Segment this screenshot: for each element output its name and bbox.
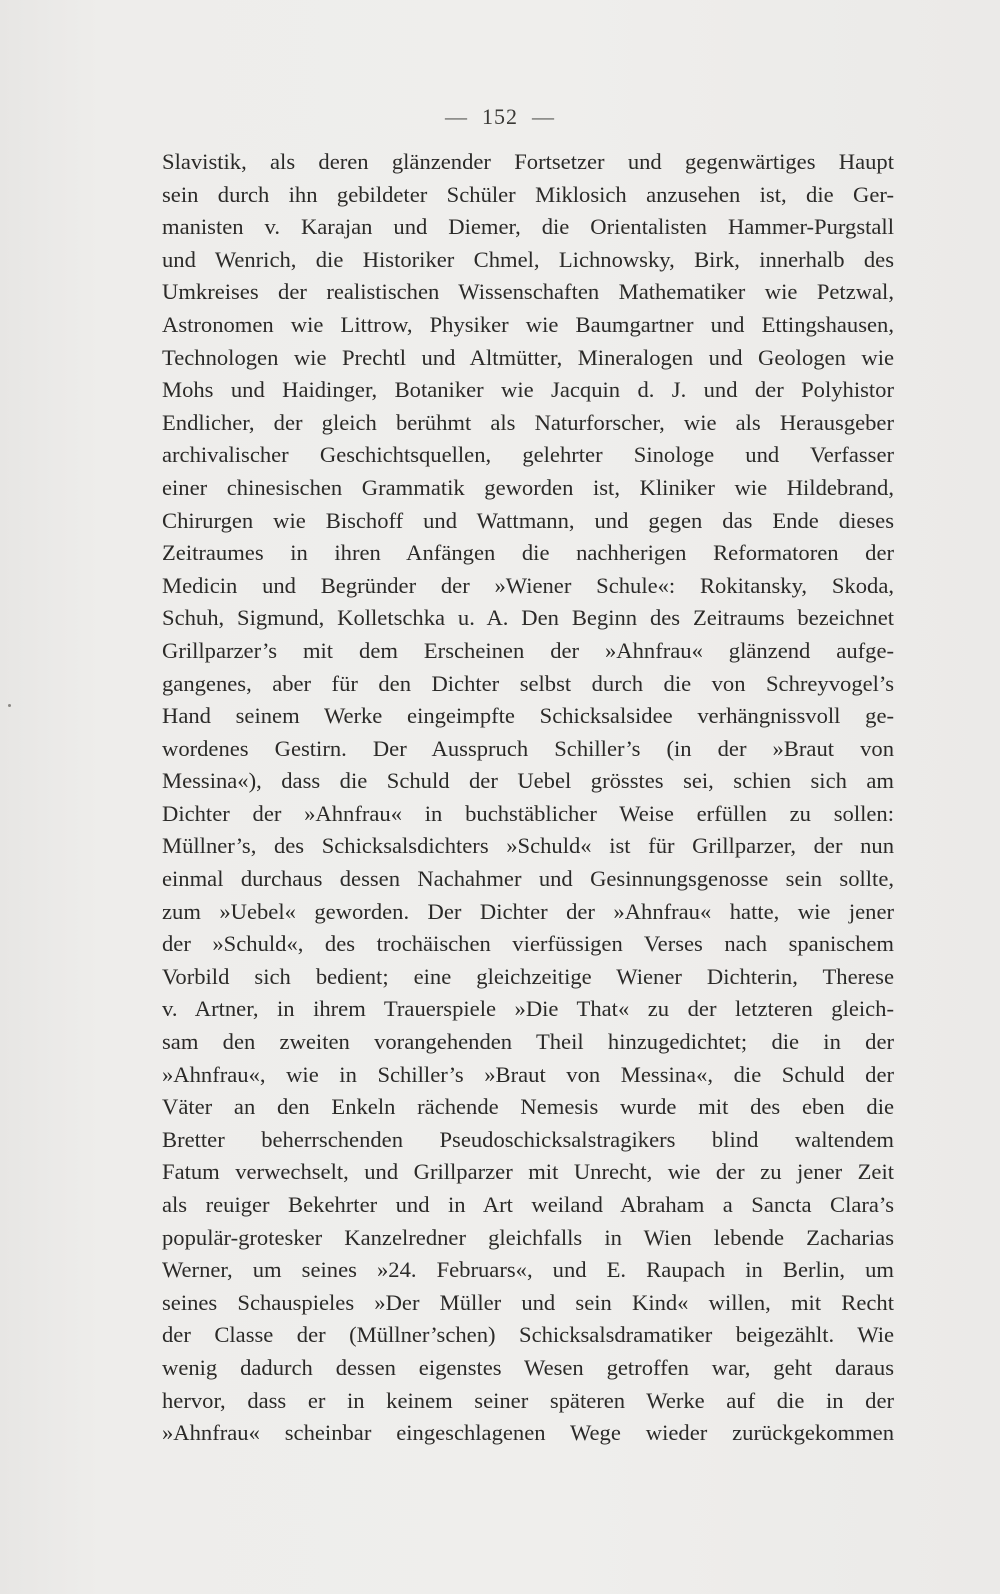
text-line: v. Artner, in ihrem Trauerspiele »Die That« zu der letzteren gleich- bbox=[162, 996, 894, 1022]
text-line: Technologen wie Prechtl und Altmütter, Mineralogen und Geologen wie bbox=[162, 344, 894, 370]
text-line: Umkreises der realistischen Wissenschaften Mathematiker wie Petzwal, bbox=[162, 279, 894, 305]
text-line: Vorbild sich bedient; eine gleichzeitige Wiener Dichterin, Therese bbox=[162, 963, 894, 989]
page-number-value: 152 bbox=[482, 104, 518, 129]
text-line: »Ahnfrau« scheinbar eingeschlagenen Wege wieder zurückgekommen bbox=[162, 1420, 894, 1446]
text-line: einmal durchaus dessen Nachahmer und Gesinnungsgenosse sein sollte, bbox=[162, 866, 894, 892]
text-line: Endlicher, der gleich berühmt als Naturforscher, wie als Herausgeber bbox=[162, 409, 894, 435]
text-line: hervor, dass er in keinem seiner späteren Werke auf die in der bbox=[162, 1387, 894, 1413]
text-line: wenig dadurch dessen eigenstes Wesen getroffen war, geht daraus bbox=[162, 1354, 894, 1380]
text-line: seines Schauspieles »Der Müller und sein Kind« willen, mit Recht bbox=[162, 1289, 894, 1315]
text-line: Hand seinem Werke eingeimpfte Schicksalsidee verhängnissvoll ge- bbox=[162, 703, 894, 729]
text-line: Zeitraumes in ihren Anfängen die nachherigen Reformatoren der bbox=[162, 540, 894, 566]
text-line: als reuiger Bekehrter und in Art weiland Abraham a Sancta Clara’s bbox=[162, 1192, 894, 1217]
text-line: »Ahnfrau«, wie in Schiller’s »Braut von Messina«, die Schuld der bbox=[162, 1061, 894, 1087]
text-line: Mohs und Haidinger, Botaniker wie Jacquin d. J. und der Polyhistor bbox=[162, 377, 894, 403]
text-line: archivalischer Geschichtsquellen, gelehrter Sinologe und Verfasser bbox=[162, 442, 894, 468]
page-number-right-dash: — bbox=[532, 104, 555, 129]
text-line: sam den zweiten vorangehenden Theil hinzugedichtet; die in der bbox=[162, 1029, 894, 1055]
text-line: und Wenrich, die Historiker Chmel, Lichnowsky, Birk, innerhalb des bbox=[162, 246, 894, 272]
text-line: der Classe der (Müllner’schen) Schicksalsdramatiker beigezählt. Wie bbox=[162, 1322, 894, 1348]
text-line: wordenes Gestirn. Der Ausspruch Schiller’s (in der »Braut von bbox=[162, 735, 894, 761]
text-line: populär-grotesker Kanzelredner gleichfalls in Wien lebende Zacharias bbox=[162, 1224, 894, 1250]
text-line: sein durch ihn gebildeter Schüler Miklosich anzusehen ist, die Ger- bbox=[162, 181, 894, 207]
text-line: zum »Uebel« geworden. Der Dichter der »Ahnfrau« hatte, wie jener bbox=[162, 898, 894, 924]
text-line: Schuh, Sigmund, Kolletschka u. A. Den Beginn des Zeitraums bezeichnet bbox=[162, 605, 894, 631]
text-line: Müllner’s, des Schicksalsdichters »Schuld« ist für Grillparzer, der nun bbox=[162, 833, 894, 859]
text-line: Chirurgen wie Bischoff und Wattmann, und gegen das Ende dieses bbox=[162, 507, 894, 533]
text-line: Bretter beherrschenden Pseudoschicksalstragikers blind waltendem bbox=[162, 1126, 894, 1152]
text-line: Medicin und Begründer der »Wiener Schule«: Rokitansky, Skoda, bbox=[162, 572, 894, 598]
text-line: Fatum verwechselt, und Grillparzer mit Unrecht, wie der zu jener Zeit bbox=[162, 1159, 894, 1185]
text-line: Messina«), dass die Schuld der Uebel grösstes sei, schien sich am bbox=[162, 768, 894, 794]
text-line: manisten v. Karajan und Diemer, die Orientalisten Hammer-Purgstall bbox=[162, 214, 894, 240]
page-number-left-dash: — bbox=[445, 104, 468, 129]
text-line: Grillparzer’s mit dem Erscheinen der »Ahnfrau« glänzend aufge- bbox=[162, 637, 894, 663]
text-line: Väter an den Enkeln rächende Nemesis wurde mit des eben die bbox=[162, 1094, 894, 1120]
page-number bbox=[0, 104, 1000, 130]
margin-mark bbox=[8, 704, 11, 707]
text-line: der »Schuld«, des trochäischen vierfüssigen Verses nach spanischem bbox=[162, 931, 894, 957]
text-line: gangenes, aber für den Dichter selbst durch die von Schreyvogel’s bbox=[162, 670, 894, 696]
text-line: Slavistik, als deren glänzender Fortsetzer und gegenwärtiges Haupt bbox=[162, 149, 894, 174]
text-line: Werner, um seines »24. Februars«, und E. Raupach in Berlin, um bbox=[162, 1257, 894, 1283]
text-line: Dichter der »Ahnfrau« in buchstäblicher Weise erfüllen zu sollen: bbox=[162, 800, 894, 826]
body-text bbox=[162, 146, 894, 1450]
text-line: Astronomen wie Littrow, Physiker wie Baumgartner und Ettingshausen, bbox=[162, 311, 894, 337]
text-line: einer chinesischen Grammatik geworden ist, Kliniker wie Hildebrand, bbox=[162, 474, 894, 500]
